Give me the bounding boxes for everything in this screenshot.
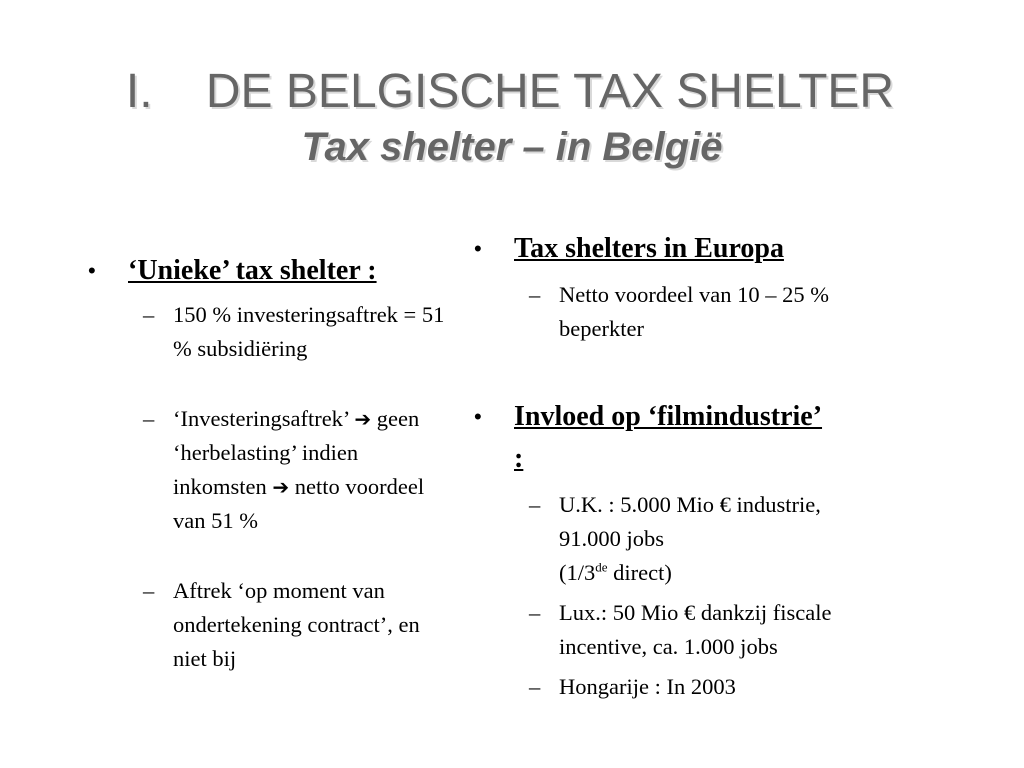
- sub-dash: –: [529, 600, 541, 625]
- title-number: I.: [125, 65, 153, 118]
- slide-title: [0, 62, 1024, 172]
- sub-dash: –: [143, 302, 155, 327]
- bullet-unieke-tax-shelter: [88, 250, 448, 292]
- title-main: DE BELGISCHE TAX SHELTER: [205, 65, 895, 118]
- sub-dash: –: [143, 406, 155, 431]
- sub-item-text: Netto voordeel van 10 – 25 % beperkter: [559, 282, 829, 341]
- sub-item-text: Hongarije : In 2003: [559, 674, 736, 699]
- bullet-heading: ‘Unieke’ tax shelter :: [128, 255, 377, 286]
- sub-item-aftrek: [88, 574, 448, 676]
- sub-item-text: U.K. : 5.000 Mio € industrie, 91.000 jobs: [559, 492, 821, 551]
- sub-item-text-part2: geen ‘herbelasting’ indien inkomsten: [173, 406, 420, 499]
- left-column: [88, 250, 448, 676]
- title-main-line: [0, 62, 1024, 122]
- sub-item-text: Lux.: 50 Mio € dankzij fiscale incentive, ca. 1.000 jobs: [559, 600, 832, 659]
- title-subtitle: Tax shelter – in België: [301, 125, 723, 169]
- superscript: de: [595, 559, 608, 575]
- bullet-tax-shelters-europa: [474, 228, 834, 270]
- bullet-heading: Tax shelters in Europa: [514, 233, 784, 264]
- sub-item-lux: [474, 596, 834, 664]
- sub-item-text-part1: ‘Investeringsaftrek’: [173, 406, 349, 431]
- sub-dash: –: [143, 578, 155, 603]
- sub-item-text-post: direct): [607, 560, 672, 585]
- bullet-heading: Invloed op ‘filmindustrie’ :: [514, 401, 823, 474]
- sub-dash: –: [529, 492, 541, 517]
- arrow-right-icon: ➔: [354, 407, 372, 431]
- sub-dash: –: [529, 674, 541, 699]
- sub-item-text-pre: (1/3: [559, 560, 596, 585]
- sub-item-text-part3: netto voordeel van 51 %: [173, 474, 425, 533]
- sub-item-netto-voordeel: [474, 278, 834, 346]
- sub-dash: –: [529, 282, 541, 307]
- bullet-dot: •: [88, 258, 96, 283]
- bullet-invloed-filmindustrie: [474, 396, 834, 480]
- sub-item-text: Aftrek ‘op moment van ondertekening contract’, en niet bij: [173, 578, 420, 671]
- arrow-right-icon: ➔: [272, 475, 290, 499]
- sub-item-uk: [474, 488, 834, 590]
- bullet-dot: •: [474, 236, 482, 261]
- sub-item-herbelasting: [88, 402, 448, 538]
- sub-item-hongarije: [474, 670, 834, 704]
- bullet-dot: •: [474, 404, 482, 429]
- sub-item-investeringsaftrek: [88, 298, 448, 366]
- right-column: [474, 228, 834, 704]
- sub-item-text: 150 % investeringsaftrek = 51 % subsidiëring: [173, 302, 445, 361]
